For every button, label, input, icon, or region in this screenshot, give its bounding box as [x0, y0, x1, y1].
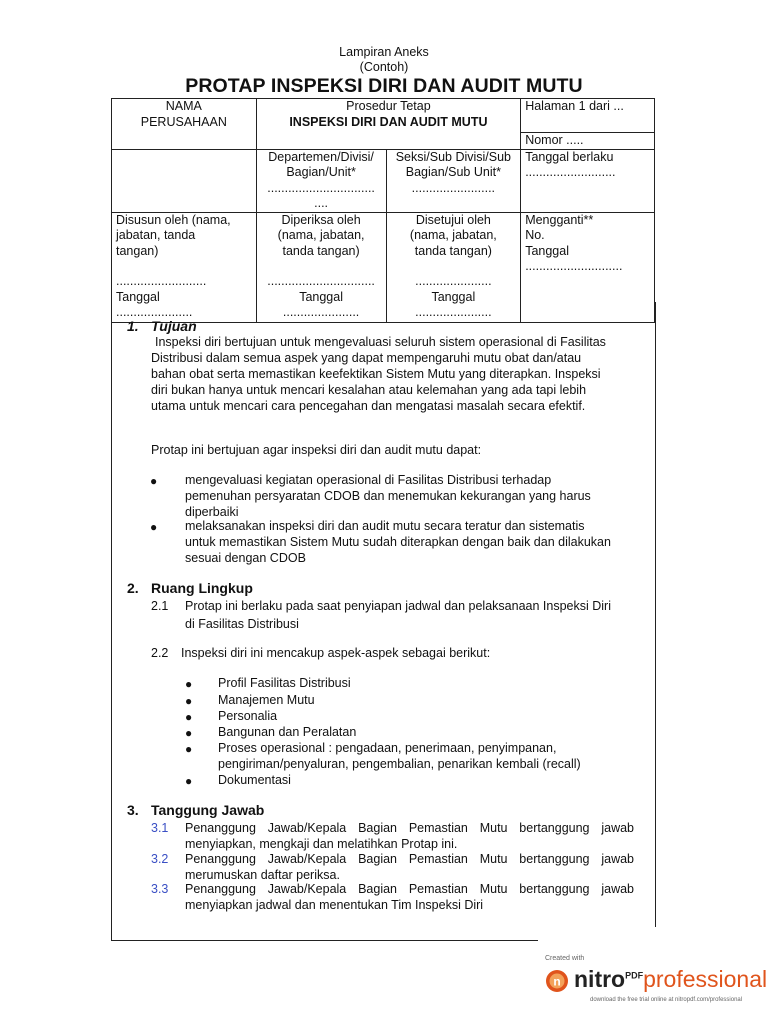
section1-p1-line1: Inspeksi diri bertujuan untuk mengevaluasi seluruh sistem operasional di Fasilitas	[155, 335, 606, 349]
section3-3-line2: menyiapkan jadwal dan menentukan Tim Inspeksi Diri	[185, 898, 484, 912]
company-name-cell	[112, 99, 257, 150]
watermark-logo	[574, 966, 767, 993]
watermark-brand: nitro	[574, 966, 626, 992]
bullet-dot: ●	[185, 774, 193, 788]
bullet-dot: ●	[185, 694, 193, 708]
empty-cell	[112, 149, 257, 212]
document-header	[0, 45, 768, 75]
section-cell	[386, 149, 521, 212]
section1-paragraph1	[151, 334, 634, 414]
procedure-label: Prosedur Tetap	[346, 99, 431, 113]
frame-bottom-border	[111, 940, 538, 941]
section2-2-text: Inspeksi diri ini mencakup aspek-aspek sebagai berikut:	[181, 646, 491, 660]
page-number-cell: Halaman 1 dari ...	[521, 99, 655, 133]
section3-2-line2: merumuskan daftar periksa.	[185, 868, 340, 882]
watermark-pdf: PDF	[625, 970, 644, 981]
section1-p1-line5: utama untuk mencari cara pencegahan dan mengatasi masalah secara efektif.	[151, 399, 586, 413]
section2-1-line1: Protap ini berlaku pada saat penyiapan jadwal dan pelaksanaan Inspeksi Diri	[185, 599, 611, 613]
department-line1: Departemen/Divisi/	[268, 149, 374, 164]
approved-by-line2: (nama, jabatan,	[409, 228, 497, 242]
approved-by-date-label: Tanggal	[431, 289, 476, 304]
section3-2-number: 3.2	[151, 852, 169, 866]
prepared-by-dots: ..........................	[116, 274, 207, 288]
watermark-professional: professional	[643, 966, 768, 992]
replaces-date-label: Tanggal	[525, 243, 569, 258]
section2-2-number: 2.2	[151, 646, 169, 660]
approved-by-line1: Disetujui oleh	[415, 212, 491, 227]
checked-by-line3: tanda tangan)	[282, 243, 360, 258]
section3-3-line1: Penanggung Jawab/Kepala Bagian Pemastian Mutu bertanggung jawab	[185, 882, 634, 896]
section1-p1-line2: Distribusi dalam semua aspek yang dapat mempengaruhi mutu obat dan/atau	[151, 351, 582, 365]
prepared-by-date-dots: ......................	[116, 305, 193, 319]
bullet-dot: ●	[185, 710, 193, 724]
checked-by-dots: ...............................	[267, 274, 375, 288]
scope-item-5-line2: pengiriman/penyaluran, pengembalian, penarikan kembali (recall)	[218, 757, 581, 771]
section3-2-line1: Penanggung Jawab/Kepala Bagian Pemastian Mutu bertanggung jawab	[185, 852, 634, 866]
section-line1: Seksi/Sub Divisi/Sub	[395, 149, 512, 164]
section2-1-line2: di Fasilitas Distribusi	[185, 617, 299, 631]
checked-by-line2: (nama, jabatan,	[277, 228, 365, 242]
section1-bullet1	[185, 472, 634, 520]
section2-title: Ruang Lingkup	[151, 580, 253, 596]
section1-b1-line2: pemenuhan persyaratan CDOB dan menemukan kekurangan yang harus	[185, 489, 591, 503]
bullet-dot: ●	[150, 520, 158, 534]
scope-item-2: Manajemen Mutu	[218, 693, 315, 707]
checked-by-cell	[256, 212, 386, 322]
section1-b2-line3: sesuai dengan CDOB	[185, 551, 306, 565]
section2-number: 2.	[127, 580, 139, 596]
nitro-logo-icon	[545, 969, 569, 993]
section-dots: ........................	[411, 180, 496, 195]
section3-number: 3.	[127, 802, 139, 818]
section3-1-text	[185, 820, 634, 852]
section1-bullet2	[185, 518, 634, 566]
checked-by-line1: Diperiksa oleh	[281, 212, 361, 227]
contoh-label: (Contoh)	[359, 60, 409, 74]
department-cell	[256, 149, 386, 212]
scope-item-1: Profil Fasilitas Distribusi	[218, 676, 351, 690]
scope-item-3: Personalia	[218, 709, 278, 723]
section1-number: 1.	[127, 318, 139, 334]
section3-3-text	[185, 881, 634, 913]
scope-item-6: Dokumentasi	[218, 773, 291, 787]
department-dots-2: ....	[314, 196, 329, 210]
prepared-by-line3: tangan)	[116, 243, 159, 258]
effective-date-dots: ..........................	[525, 165, 616, 179]
bullet-dot: ●	[185, 677, 193, 691]
section1-b2-line1: melaksanakan inspeksi diri dan audit mutu secara teratur dan sistematis	[185, 519, 585, 533]
company-name-line2: PERUSAHAAN	[140, 114, 227, 129]
section1-title: Tujuan	[151, 318, 197, 334]
section1-b1-line3: diperbaiki	[185, 505, 239, 519]
approved-by-cell	[386, 212, 521, 322]
prepared-by-line2: jabatan, tanda	[116, 228, 196, 242]
document-title: PROTAP INSPEKSI DIRI DAN AUDIT MUTU	[185, 75, 583, 97]
department-dots: ...............................	[267, 180, 375, 195]
prepared-by-cell	[112, 212, 257, 322]
checked-by-date-label: Tanggal	[299, 289, 343, 304]
section3-3-number: 3.3	[151, 882, 169, 896]
scope-item-4: Bangunan dan Peralatan	[218, 725, 357, 739]
section1-p1-line4: diri bukan hanya untuk mencari kesalahan atau kelemahan yang ada tapi lebih	[151, 383, 587, 397]
replaces-label: Mengganti**	[525, 212, 594, 227]
section1-p1-line3: bahan obat serta memastikan keefektikan Sistem Mutu yang diterapkan. Inspeksi	[151, 367, 601, 381]
replaces-cell	[521, 212, 655, 322]
section3-1-number: 3.1	[151, 821, 169, 835]
scope-item-5	[218, 740, 581, 772]
checked-by-date-dots: ......................	[282, 305, 360, 319]
document-number-cell: Nomor .....	[521, 133, 655, 150]
procedure-title: INSPEKSI DIRI DAN AUDIT MUTU	[289, 114, 488, 129]
lampiran-label: Lampiran Aneks	[339, 45, 429, 59]
section3-2-text	[185, 851, 634, 883]
effective-date-cell	[521, 149, 655, 212]
effective-date-label: Tanggal berlaku	[525, 149, 614, 164]
company-name-line1: NAMA	[165, 99, 202, 113]
prepared-by-date-label: Tanggal	[116, 289, 160, 304]
section2-1-number: 2.1	[151, 599, 169, 613]
bullet-dot: ●	[185, 742, 193, 756]
section3-title: Tanggung Jawab	[151, 802, 265, 818]
svg-text:n: n	[553, 974, 561, 989]
prepared-by-line1: Disusun oleh (nama,	[116, 212, 231, 227]
section-line2: Bagian/Sub Unit*	[405, 165, 501, 179]
section1-b1-line1: mengevaluasi kegiatan operasional di Fasilitas Distribusi terhadap	[185, 473, 552, 487]
section3-1-line2: menyiapkan, mengkaji dan melatihkan Protap ini.	[185, 837, 458, 851]
approved-by-line3: tanda tangan)	[414, 243, 492, 258]
bullet-dot: ●	[150, 474, 158, 488]
section3-1-line1: Penanggung Jawab/Kepala Bagian Pemastian Mutu bertanggung jawab	[185, 821, 634, 835]
replaces-dots: ............................	[525, 259, 623, 273]
watermark-tagline: download the free trial online at nitropdf.com/professional	[590, 997, 743, 1003]
frame-left-border	[111, 302, 112, 940]
scope-item-5-line1: Proses operasional : pengadaan, penerimaan, penyimpanan,	[218, 741, 557, 755]
section1-b2-line2: untuk memastikan Sistem Mutu sudah diterapkan dengan baik dan dilakukan	[185, 535, 611, 549]
procedure-cell	[256, 99, 521, 150]
watermark-created-with: Created with	[545, 955, 585, 962]
approved-by-date-dots: ......................	[415, 305, 492, 319]
replaces-number-label: No.	[525, 228, 545, 242]
protap-header-table	[111, 98, 655, 323]
approved-by-dots: ......................	[415, 274, 492, 288]
frame-right-border	[655, 302, 656, 927]
section1-paragraph2: Protap ini bertujuan agar inspeksi diri dan audit mutu dapat:	[151, 443, 482, 457]
section2-1-text	[185, 598, 645, 632]
bullet-dot: ●	[185, 726, 193, 740]
department-line2: Bagian/Unit*	[286, 165, 356, 179]
